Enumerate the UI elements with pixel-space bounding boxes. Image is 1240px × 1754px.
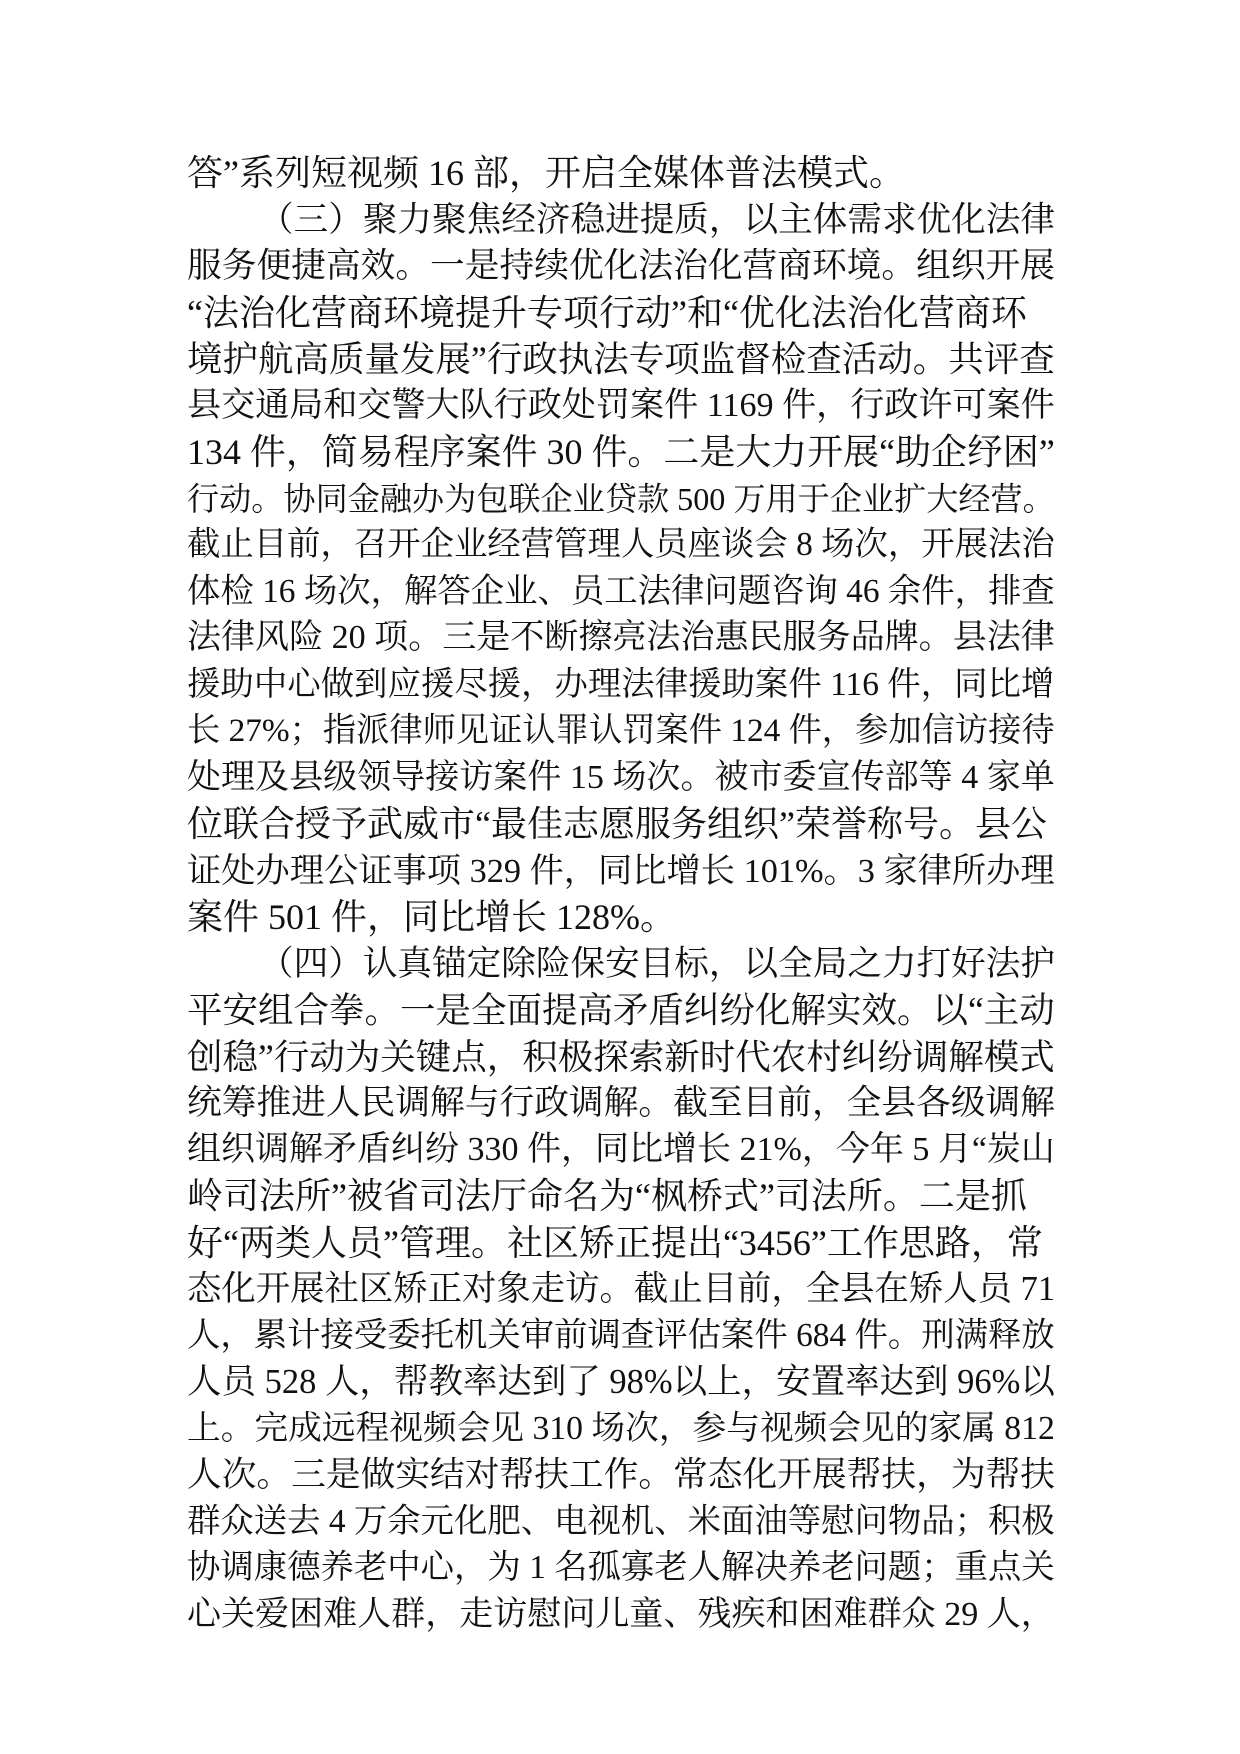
- text-line: 答”系列短视频 16 部，开启全媒体普法模式。: [187, 153, 905, 193]
- text-line: 截止目前，召开企业经营管理人员座谈会 8 场次，开展法治: [187, 526, 1055, 563]
- text-line: 岭司法所”被省司法厅命名为“枫桥式”司法所。二是抓: [187, 1176, 1027, 1216]
- text-line: 证处办理公证事项 329 件，同比增长 101%。3 家律所办理: [187, 851, 1055, 890]
- text-line: 心关爱困难人群，走访慰问儿童、残疾和困难群众 29 人，: [187, 1595, 1055, 1633]
- text-line: 援助中心做到应援尽援，办理法律援助案件 116 件，同比增: [187, 665, 1055, 703]
- text-line: 好“两类人员”管理。社区矫正提出“3456”工作思路，常: [187, 1222, 1043, 1263]
- text-line: 人，累计接受委托机关审前调查评估案件 684 件。刑满释放: [187, 1316, 1055, 1354]
- text-line: 134 件，简易程序案件 30 件。二是大力开展“助企纾困”: [187, 432, 1055, 472]
- body-text: [187, 150, 1055, 1638]
- text-line: 法律风险 20 项。三是不断擦亮法治惠民服务品牌。县法律: [187, 619, 1055, 656]
- text-line: 位联合授予武威市“最佳志愿服务组织”荣誉称号。县公: [187, 804, 1047, 844]
- text-line: 境护航高质量发展”行政执法专项监督检查活动。共评查: [187, 339, 1055, 379]
- text-line: 人次。三是做实结对帮扶工作。常态化开展帮扶，为帮扶: [187, 1455, 1055, 1494]
- text-line: 处理及县级领导接访案件 15 场次。被市委宣传部等 4 家单: [187, 758, 1055, 796]
- text-line: 体检 16 场次，解答企业、员工法律问题咨询 46 余件，排查: [187, 572, 1055, 610]
- text-line: 创稳”行动为关键点，积极探索新时代农村纠纷调解模式: [187, 1036, 1055, 1077]
- text-line: 统筹推进人民调解与行政调解。截至目前，全县各级调解: [187, 1083, 1055, 1122]
- text-line: 长 27%；指派律师见证认罪认罚案件 124 件，参加信访接待: [187, 712, 1055, 749]
- text-line: 县交通局和交警大队行政处罚案件 1169 件，行政许可案件: [187, 386, 1055, 424]
- text-line: 上。完成远程视频会见 310 场次，参与视频会见的家属 812: [187, 1409, 1055, 1447]
- text-line: 协调康德养老中心，为 1 名孤寡老人解决养老问题；重点关: [187, 1549, 1055, 1586]
- text-line: 组织调解矛盾纠纷 330 件，同比增长 21%，今年 5 月“炭山: [187, 1130, 1055, 1168]
- text-line: 态化开展社区矫正对象走访。截止目前，全县在矫人员 71: [187, 1270, 1055, 1308]
- paragraph-first-line: （四）认真锚定除险保安目标，以全局之力打好法护: [259, 944, 1055, 983]
- text-line: 行动。协同金融办为包联企业贷款 500 万用于企业扩大经营。: [187, 480, 1055, 517]
- text-line: 服务便捷高效。一是持续优化法治化营商环境。组织开展: [187, 246, 1055, 285]
- paragraph-first-line: （三）聚力聚焦经济稳进提质，以主体需求优化法律: [259, 200, 1055, 239]
- text-line: 人员 528 人，帮教率达到了 98%以上，安置率达到 96%以: [187, 1363, 1055, 1401]
- text-line: 案件 501 件，同比增长 128%。: [187, 897, 676, 937]
- text-line: “法治化营商环境提升专项行动”和“优化法治化营商环: [187, 292, 1027, 333]
- text-line: 平安组合拳。一是全面提高矛盾纠纷化解实效。以“主动: [187, 990, 1055, 1030]
- text-line: 群众送去 4 万余元化肥、电视机、米面油等慰问物品；积极: [187, 1502, 1055, 1540]
